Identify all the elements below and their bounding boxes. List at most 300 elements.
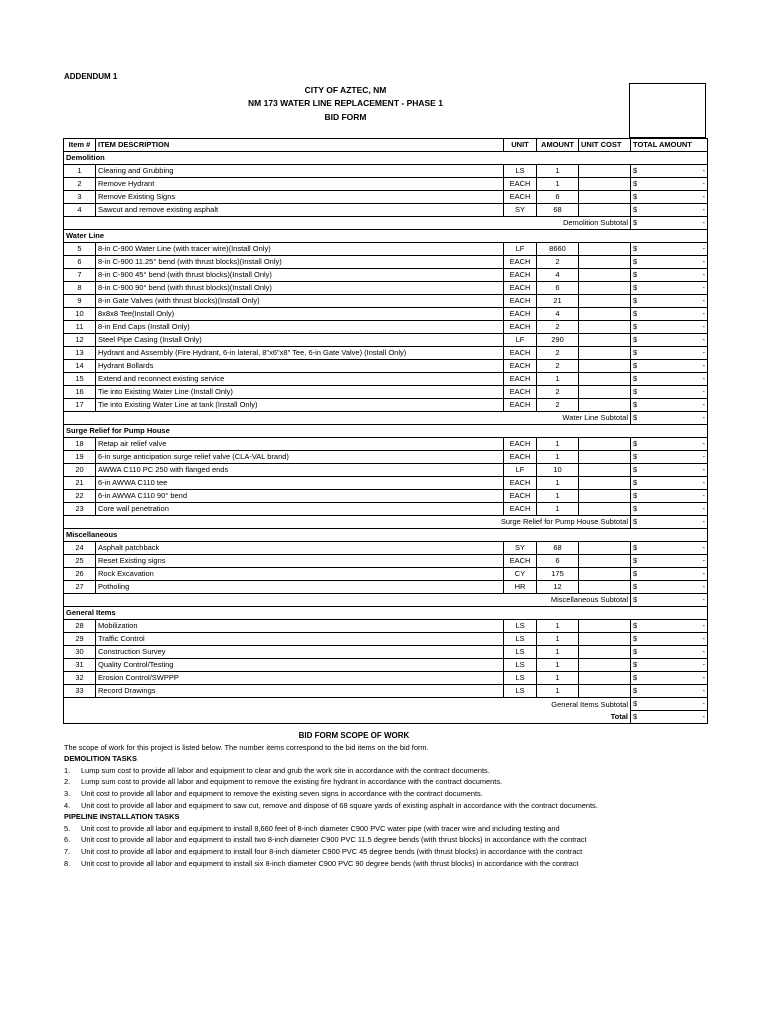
item-number: 26 — [64, 568, 96, 581]
blank-amount: - — [702, 595, 705, 605]
dollar-sign: $ — [633, 556, 638, 566]
scope-list-item — [64, 776, 724, 788]
item-amount: 1 — [537, 178, 579, 191]
item-description: 8-in Gate Valves (with thrust blocks)(Install Only) — [96, 295, 504, 308]
table-row — [64, 399, 708, 412]
scope-list-item — [64, 788, 724, 800]
scope-title: BID FORM SCOPE OF WORK — [298, 731, 410, 740]
item-total-cell — [631, 243, 708, 256]
table-row — [64, 685, 708, 698]
item-amount: 4 — [537, 308, 579, 321]
dollar-sign: $ — [633, 400, 638, 410]
item-total-cell — [631, 503, 708, 516]
item-total-cell — [631, 269, 708, 282]
item-description: 6-in AWWA C110 tee — [96, 477, 504, 490]
item-number: 33 — [64, 685, 96, 698]
section-row — [64, 152, 708, 165]
item-amount: 68 — [537, 204, 579, 217]
item-unit: EACH — [504, 438, 537, 451]
item-unit: LS — [504, 646, 537, 659]
item-unit: LS — [504, 672, 537, 685]
dollar-sign: $ — [633, 322, 638, 332]
item-unit-cost — [579, 646, 631, 659]
scope-item-number: 5. — [64, 823, 71, 833]
item-unit-cost — [579, 373, 631, 386]
table-row — [64, 191, 708, 204]
table-row — [64, 503, 708, 516]
blank-amount: - — [702, 335, 705, 345]
item-description: Steel Pipe Casing (Install Only) — [96, 334, 504, 347]
scope-list-item — [64, 858, 724, 870]
item-unit-cost — [579, 464, 631, 477]
table-row — [64, 373, 708, 386]
scope-item-number: 1. — [64, 765, 71, 775]
col-header-description: ITEM DESCRIPTION — [96, 139, 504, 152]
item-unit-cost — [579, 568, 631, 581]
blank-amount: - — [702, 686, 705, 696]
dollar-sign: $ — [633, 374, 638, 384]
item-total-cell — [631, 178, 708, 191]
blank-amount: - — [702, 244, 705, 254]
item-unit: EACH — [504, 373, 537, 386]
item-total-cell — [631, 321, 708, 334]
item-unit-cost — [579, 178, 631, 191]
dollar-sign: $ — [633, 309, 638, 319]
item-amount: 2 — [537, 347, 579, 360]
item-amount: 12 — [537, 581, 579, 594]
item-total-cell — [631, 568, 708, 581]
item-unit-cost — [579, 334, 631, 347]
item-total-cell — [631, 347, 708, 360]
item-number: 14 — [64, 360, 96, 373]
item-description: Hydrant Bollards — [96, 360, 504, 373]
item-description: Rock Excavation — [96, 568, 504, 581]
scope-item-text: Unit cost to provide all labor and equipment to saw cut, remove and dispose of 68 square yards of existing asphalt in accordance with the contract documents. — [81, 800, 598, 810]
scope-item-text: Unit cost to provide all labor and equipment to install 8,660 feet of 8-inch diameter C900 PVC water pipe (with tracer wire and including testing and — [81, 823, 560, 833]
item-total-cell — [631, 308, 708, 321]
document-title-project: NM 173 WATER LINE REPLACEMENT - PHASE 1 — [248, 98, 443, 108]
scope-list-item — [64, 823, 724, 835]
item-unit: LS — [504, 659, 537, 672]
dollar-sign: $ — [633, 491, 638, 501]
blank-amount: - — [702, 452, 705, 462]
blank-amount: - — [702, 374, 705, 384]
item-unit: HR — [504, 581, 537, 594]
item-unit-cost — [579, 672, 631, 685]
total-total-cell — [631, 711, 708, 724]
item-unit-cost — [579, 191, 631, 204]
item-amount: 4 — [537, 269, 579, 282]
section-row — [64, 529, 708, 542]
item-unit: LS — [504, 685, 537, 698]
item-number: 17 — [64, 399, 96, 412]
item-description: Mobilization — [96, 620, 504, 633]
blank-amount: - — [702, 387, 705, 397]
item-unit: EACH — [504, 256, 537, 269]
table-row — [64, 464, 708, 477]
item-amount: 175 — [537, 568, 579, 581]
table-row — [64, 646, 708, 659]
item-unit-cost — [579, 503, 631, 516]
blank-amount: - — [702, 647, 705, 657]
scope-list-item — [64, 846, 724, 858]
scope-heading: PIPELINE INSTALLATION TASKS — [64, 812, 180, 822]
section-title: Miscellaneous — [64, 529, 708, 542]
item-description: Clearing and Grubbing — [96, 165, 504, 178]
table-row — [64, 334, 708, 347]
item-amount: 1 — [537, 620, 579, 633]
item-unit-cost — [579, 581, 631, 594]
item-unit-cost — [579, 347, 631, 360]
blank-amount: - — [702, 569, 705, 579]
item-description: Erosion Control/SWPPP — [96, 672, 504, 685]
scope-of-work — [64, 730, 724, 869]
item-number: 22 — [64, 490, 96, 503]
item-description: Core wall penetration — [96, 503, 504, 516]
item-description: Retap air relief valve — [96, 438, 504, 451]
section-row — [64, 230, 708, 243]
table-header-row — [64, 139, 708, 152]
dollar-sign: $ — [633, 387, 638, 397]
item-description: 8-in C-900 11.25° bend (with thrust blocks)(Install Only) — [96, 256, 504, 269]
dollar-sign: $ — [633, 673, 638, 683]
item-number: 18 — [64, 438, 96, 451]
item-total-cell — [631, 464, 708, 477]
dollar-sign: $ — [633, 218, 638, 228]
blank-amount: - — [702, 634, 705, 644]
item-amount: 1 — [537, 451, 579, 464]
blank-amount: - — [702, 257, 705, 267]
item-number: 2 — [64, 178, 96, 191]
subtotal-row — [64, 698, 708, 711]
dollar-sign: $ — [633, 244, 638, 254]
item-description: Extend and reconnect existing service — [96, 373, 504, 386]
item-unit: EACH — [504, 477, 537, 490]
item-number: 25 — [64, 555, 96, 568]
blank-amount: - — [702, 465, 705, 475]
blank-amount: - — [702, 439, 705, 449]
table-row — [64, 269, 708, 282]
scope-item-number: 8. — [64, 858, 71, 868]
dollar-sign: $ — [633, 465, 638, 475]
item-description: 6-in AWWA C110 90° bend — [96, 490, 504, 503]
dollar-sign: $ — [633, 647, 638, 657]
item-number: 1 — [64, 165, 96, 178]
blank-amount: - — [702, 296, 705, 306]
item-unit: EACH — [504, 386, 537, 399]
subtotal-label: Miscellaneous Subtotal — [64, 594, 631, 607]
item-total-cell — [631, 477, 708, 490]
item-description: Quality Control/Testing — [96, 659, 504, 672]
blank-amount: - — [702, 361, 705, 371]
item-number: 9 — [64, 295, 96, 308]
item-unit: EACH — [504, 490, 537, 503]
item-unit-cost — [579, 295, 631, 308]
subtotal-row — [64, 217, 708, 230]
item-amount: 290 — [537, 334, 579, 347]
dollar-sign: $ — [633, 361, 638, 371]
item-unit: EACH — [504, 347, 537, 360]
table-row — [64, 308, 708, 321]
scope-list-item — [64, 834, 724, 846]
scope-list-item — [64, 800, 724, 812]
item-number: 5 — [64, 243, 96, 256]
dollar-sign: $ — [633, 296, 638, 306]
item-unit: EACH — [504, 282, 537, 295]
item-amount: 2 — [537, 386, 579, 399]
dollar-sign: $ — [633, 283, 638, 293]
table-row — [64, 386, 708, 399]
table-row — [64, 568, 708, 581]
section-row — [64, 425, 708, 438]
item-unit: SY — [504, 204, 537, 217]
item-description: Potholing — [96, 581, 504, 594]
table-row — [64, 438, 708, 451]
col-header-unit: UNIT — [504, 139, 537, 152]
col-header-unit-cost: UNIT COST — [579, 139, 631, 152]
section-title: General Items — [64, 607, 708, 620]
bid-table — [63, 138, 708, 724]
item-amount: 2 — [537, 321, 579, 334]
item-number: 8 — [64, 282, 96, 295]
dollar-sign: $ — [633, 582, 638, 592]
blank-amount: - — [702, 478, 705, 488]
blank-amount: - — [702, 712, 705, 722]
item-unit-cost — [579, 477, 631, 490]
item-amount: 6 — [537, 191, 579, 204]
table-row — [64, 581, 708, 594]
scope-intro: The scope of work for this project is listed below. The number items correspond to the bid items on the bid form. — [64, 742, 429, 752]
dollar-sign: $ — [633, 270, 638, 280]
item-amount: 8660 — [537, 243, 579, 256]
item-unit-cost — [579, 243, 631, 256]
item-unit: EACH — [504, 191, 537, 204]
item-number: 3 — [64, 191, 96, 204]
item-description: Remove Existing Signs — [96, 191, 504, 204]
item-total-cell — [631, 282, 708, 295]
document-title-form: BID FORM — [324, 112, 367, 122]
item-unit-cost — [579, 204, 631, 217]
item-description: Remove Hydrant — [96, 178, 504, 191]
item-amount: 6 — [537, 282, 579, 295]
item-amount: 1 — [537, 672, 579, 685]
table-row — [64, 451, 708, 464]
item-description: Hydrant and Assembly (Fire Hydrant, 6-in lateral, 8"x6"x8" Tee, 6-in Gate Valve) (Install Only) — [96, 347, 504, 360]
blank-amount: - — [702, 218, 705, 228]
item-amount: 2 — [537, 256, 579, 269]
dollar-sign: $ — [633, 257, 638, 267]
item-unit: CY — [504, 568, 537, 581]
blank-amount: - — [702, 413, 705, 423]
item-number: 10 — [64, 308, 96, 321]
item-total-cell — [631, 659, 708, 672]
item-number: 24 — [64, 542, 96, 555]
blank-amount: - — [702, 192, 705, 202]
col-header-amount: AMOUNT — [537, 139, 579, 152]
scope-item-text: Unit cost to provide all labor and equipment to install six 8-inch diameter C900 PVC 90 degree bends (with thrust blocks) in accordance with the contract — [81, 858, 579, 868]
blank-amount: - — [702, 309, 705, 319]
dollar-sign: $ — [633, 166, 638, 176]
item-unit-cost — [579, 620, 631, 633]
item-total-cell — [631, 204, 708, 217]
item-description: Sawcut and remove existing asphalt — [96, 204, 504, 217]
item-unit: LS — [504, 165, 537, 178]
table-row — [64, 490, 708, 503]
blank-amount: - — [702, 660, 705, 670]
dollar-sign: $ — [633, 504, 638, 514]
item-description: 6-in surge anticipation surge relief valve (CLA-VAL brand) — [96, 451, 504, 464]
item-total-cell — [631, 334, 708, 347]
scope-item-number: 7. — [64, 846, 71, 856]
item-number: 16 — [64, 386, 96, 399]
item-unit: EACH — [504, 321, 537, 334]
addendum-label: ADDENDUM 1 — [64, 72, 118, 81]
scope-item-number: 2. — [64, 777, 71, 787]
dollar-sign: $ — [633, 634, 638, 644]
col-header-total-amount: TOTAL AMOUNT — [631, 139, 708, 152]
item-unit-cost — [579, 542, 631, 555]
item-unit-cost — [579, 633, 631, 646]
item-unit: EACH — [504, 555, 537, 568]
item-total-cell — [631, 191, 708, 204]
blank-amount: - — [702, 699, 705, 709]
blank-amount: - — [702, 205, 705, 215]
item-unit-cost — [579, 321, 631, 334]
item-unit-cost — [579, 282, 631, 295]
item-amount: 1 — [537, 165, 579, 178]
item-unit: LF — [504, 334, 537, 347]
item-number: 11 — [64, 321, 96, 334]
scope-item-number: 6. — [64, 835, 71, 845]
item-description: Construction Survey — [96, 646, 504, 659]
blank-amount: - — [702, 348, 705, 358]
item-number: 19 — [64, 451, 96, 464]
table-row — [64, 633, 708, 646]
table-row — [64, 672, 708, 685]
item-number: 23 — [64, 503, 96, 516]
blank-amount: - — [702, 166, 705, 176]
subtotal-label: Demolition Subtotal — [64, 217, 631, 230]
item-unit-cost — [579, 659, 631, 672]
item-total-cell — [631, 399, 708, 412]
item-total-cell — [631, 256, 708, 269]
dollar-sign: $ — [633, 478, 638, 488]
section-title: Demolition — [64, 152, 708, 165]
table-row — [64, 243, 708, 256]
subtotal-row — [64, 594, 708, 607]
item-number: 12 — [64, 334, 96, 347]
item-description: Tie into Existing Water Line at tank (Install Only) — [96, 399, 504, 412]
table-row — [64, 620, 708, 633]
item-unit: LS — [504, 620, 537, 633]
dollar-sign: $ — [633, 569, 638, 579]
item-description: 8-in C-900 45° bend (with thrust blocks)(Install Only) — [96, 269, 504, 282]
blank-amount: - — [702, 621, 705, 631]
item-unit: EACH — [504, 399, 537, 412]
blank-amount: - — [702, 322, 705, 332]
item-unit: EACH — [504, 360, 537, 373]
item-unit-cost — [579, 256, 631, 269]
subtotal-row — [64, 516, 708, 529]
scope-item-text: Unit cost to provide all labor and equipment to install four 8-inch diameter C900 PVC 45 degree bends (with thrust blocks) in accordance with the contract — [81, 846, 583, 856]
subtotal-total-cell — [631, 516, 708, 529]
item-unit: EACH — [504, 178, 537, 191]
blank-amount: - — [702, 504, 705, 514]
item-amount: 1 — [537, 685, 579, 698]
dollar-sign: $ — [633, 621, 638, 631]
item-total-cell — [631, 373, 708, 386]
blank-amount: - — [702, 283, 705, 293]
item-total-cell — [631, 555, 708, 568]
item-unit-cost — [579, 438, 631, 451]
dollar-sign: $ — [633, 205, 638, 215]
item-number: 20 — [64, 464, 96, 477]
item-unit-cost — [579, 308, 631, 321]
item-unit-cost — [579, 399, 631, 412]
item-description: 8-in C-900 90° bend (with thrust blocks)(Install Only) — [96, 282, 504, 295]
item-unit-cost — [579, 386, 631, 399]
item-unit: EACH — [504, 451, 537, 464]
dollar-sign: $ — [633, 179, 638, 189]
subtotal-label: Water Line Subtotal — [64, 412, 631, 425]
item-amount: 1 — [537, 503, 579, 516]
table-row — [64, 256, 708, 269]
item-description: Asphalt patchback — [96, 542, 504, 555]
total-label: Total — [64, 711, 631, 724]
blank-amount: - — [702, 543, 705, 553]
table-row — [64, 360, 708, 373]
dollar-sign: $ — [633, 335, 638, 345]
item-number: 21 — [64, 477, 96, 490]
item-total-cell — [631, 386, 708, 399]
table-row — [64, 321, 708, 334]
scope-item-text: Lump sum cost to provide all labor and equipment to remove the existing fire hydrant in accordance with the contract documents. — [81, 777, 503, 787]
item-total-cell — [631, 685, 708, 698]
item-number: 32 — [64, 672, 96, 685]
subtotal-total-cell — [631, 698, 708, 711]
item-number: 29 — [64, 633, 96, 646]
item-amount: 21 — [537, 295, 579, 308]
item-amount: 1 — [537, 490, 579, 503]
item-total-cell — [631, 438, 708, 451]
blank-amount: - — [702, 491, 705, 501]
dollar-sign: $ — [633, 413, 638, 423]
scope-item-text: Unit cost to provide all labor and equipment to install two 8-inch diameter C900 PVC 11.5 degree bends (with thrust blocks) in accordance with the contract — [81, 835, 587, 845]
subtotal-total-cell — [631, 217, 708, 230]
table-row — [64, 659, 708, 672]
dollar-sign: $ — [633, 192, 638, 202]
table-row — [64, 477, 708, 490]
item-number: 27 — [64, 581, 96, 594]
subtotal-total-cell — [631, 412, 708, 425]
item-amount: 1 — [537, 438, 579, 451]
item-number: 31 — [64, 659, 96, 672]
section-title: Surge Relief for Pump House — [64, 425, 708, 438]
item-unit-cost — [579, 685, 631, 698]
item-amount: 1 — [537, 633, 579, 646]
dollar-sign: $ — [633, 348, 638, 358]
table-row — [64, 282, 708, 295]
dollar-sign: $ — [633, 543, 638, 553]
blank-amount: - — [702, 400, 705, 410]
item-description: 8x8x8 Tee(Install Only) — [96, 308, 504, 321]
item-total-cell — [631, 646, 708, 659]
item-amount: 1 — [537, 477, 579, 490]
item-number: 13 — [64, 347, 96, 360]
subtotal-row — [64, 412, 708, 425]
item-total-cell — [631, 633, 708, 646]
item-unit: EACH — [504, 503, 537, 516]
